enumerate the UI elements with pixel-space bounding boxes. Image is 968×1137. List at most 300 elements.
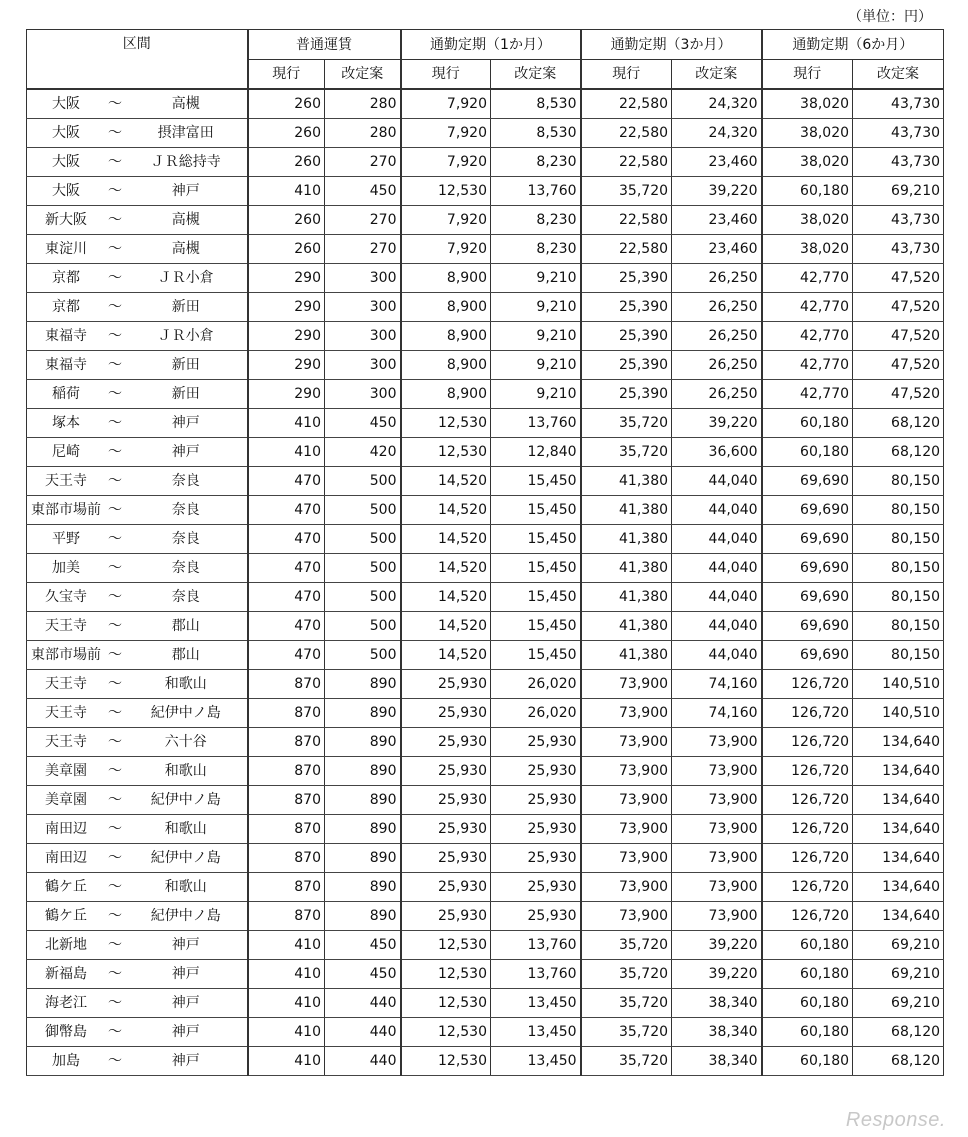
fare-pass3m-current: 22,580 (581, 206, 672, 235)
table-row (27, 235, 944, 264)
fare-pass6m-current: 126,720 (762, 699, 853, 728)
fare-regular-proposed: 420 (325, 438, 401, 467)
destination-station: 紀伊中ノ島 (150, 792, 221, 808)
fare-pass1m-proposed: 26,020 (491, 670, 581, 699)
table-row (27, 119, 944, 148)
fare-pass3m-proposed: 44,040 (672, 467, 762, 496)
fare-regular-proposed: 450 (325, 409, 401, 438)
destination-station: 和歌山 (164, 676, 207, 692)
fare-pass6m-proposed: 134,640 (853, 873, 944, 902)
tilde-separator: ～ (108, 96, 122, 112)
fare-regular-proposed: 270 (325, 235, 401, 264)
fare-regular-current: 470 (248, 467, 325, 496)
section-cell (27, 380, 248, 409)
fare-pass3m-proposed: 73,900 (672, 873, 762, 902)
fare-pass3m-proposed: 23,460 (672, 206, 762, 235)
origin-station: 京都 (52, 299, 80, 315)
fare-pass6m-current: 38,020 (762, 148, 853, 177)
fare-pass1m-current: 7,920 (401, 206, 491, 235)
fare-pass6m-current: 126,720 (762, 844, 853, 873)
destination-station: 新田 (171, 386, 200, 402)
fare-regular-proposed: 280 (325, 119, 401, 148)
section-cell (27, 583, 248, 612)
origin-station: 大阪 (52, 154, 80, 170)
fare-pass3m-current: 35,720 (581, 989, 672, 1018)
fare-pass1m-current: 14,520 (401, 554, 491, 583)
fare-pass1m-proposed: 25,930 (491, 786, 581, 815)
fare-regular-proposed: 300 (325, 264, 401, 293)
origin-station: 北新地 (45, 937, 87, 953)
fare-pass1m-proposed: 15,450 (491, 612, 581, 641)
tilde-separator: ～ (108, 734, 122, 750)
fare-regular-current: 410 (248, 931, 325, 960)
tilde-separator: ～ (108, 328, 122, 344)
fare-pass6m-proposed: 80,150 (853, 583, 944, 612)
fare-pass6m-current: 38,020 (762, 235, 853, 264)
fare-regular-current: 410 (248, 1047, 325, 1076)
destination-station: 神戸 (171, 415, 200, 431)
section-cell (27, 960, 248, 989)
fare-regular-proposed: 300 (325, 293, 401, 322)
table-row (27, 815, 944, 844)
sub-header-current: 現行 (762, 60, 853, 90)
destination-station: 摂津富田 (157, 125, 214, 141)
fare-pass3m-proposed: 39,220 (672, 177, 762, 206)
fare-pass1m-proposed: 9,210 (491, 322, 581, 351)
fare-regular-proposed: 270 (325, 148, 401, 177)
tilde-separator: ～ (108, 183, 122, 199)
fare-pass3m-current: 41,380 (581, 641, 672, 670)
fare-regular-proposed: 890 (325, 786, 401, 815)
tilde-separator: ～ (108, 415, 122, 431)
tilde-separator: ～ (108, 502, 122, 518)
destination-station: 郡山 (171, 647, 200, 663)
fare-pass3m-proposed: 74,160 (672, 699, 762, 728)
origin-station: 天王寺 (45, 618, 87, 634)
destination-station: 高槻 (171, 241, 200, 257)
fare-regular-current: 260 (248, 235, 325, 264)
tilde-separator: ～ (108, 473, 122, 489)
origin-station: 東部市場前 (31, 502, 101, 518)
fare-pass1m-proposed: 15,450 (491, 583, 581, 612)
fare-pass3m-current: 22,580 (581, 148, 672, 177)
fare-pass3m-current: 35,720 (581, 438, 672, 467)
fare-pass6m-current: 60,180 (762, 1018, 853, 1047)
section-cell (27, 322, 248, 351)
fare-regular-proposed: 300 (325, 380, 401, 409)
fare-regular-current: 870 (248, 670, 325, 699)
tilde-separator: ～ (108, 444, 122, 460)
fare-pass3m-proposed: 26,250 (672, 351, 762, 380)
fare-pass6m-current: 69,690 (762, 554, 853, 583)
fare-pass6m-proposed: 80,150 (853, 467, 944, 496)
table-row (27, 583, 944, 612)
section-cell (27, 235, 248, 264)
fare-pass6m-current: 42,770 (762, 293, 853, 322)
fare-pass3m-proposed: 26,250 (672, 322, 762, 351)
unit-note: （単位：円） (848, 9, 932, 25)
section-header: 区間 (27, 30, 248, 90)
tilde-separator: ～ (108, 937, 122, 953)
destination-station: 神戸 (171, 1024, 200, 1040)
destination-station: 奈良 (171, 473, 200, 489)
destination-station: 高槻 (171, 96, 200, 112)
table-row (27, 293, 944, 322)
fare-pass6m-proposed: 134,640 (853, 786, 944, 815)
fare-pass1m-proposed: 8,530 (491, 89, 581, 119)
table-row (27, 496, 944, 525)
table-row (27, 380, 944, 409)
section-cell (27, 293, 248, 322)
fare-regular-proposed: 270 (325, 206, 401, 235)
origin-station: 大阪 (52, 183, 80, 199)
fare-pass6m-current: 38,020 (762, 206, 853, 235)
table-row (27, 148, 944, 177)
fare-regular-current: 870 (248, 844, 325, 873)
section-cell (27, 554, 248, 583)
origin-station: 東福寺 (45, 357, 87, 373)
section-cell (27, 89, 248, 119)
fare-pass6m-proposed: 140,510 (853, 699, 944, 728)
fare-regular-current: 870 (248, 902, 325, 931)
fare-pass6m-current: 42,770 (762, 380, 853, 409)
tilde-separator: ～ (108, 879, 122, 895)
fare-pass6m-current: 60,180 (762, 960, 853, 989)
section-cell (27, 873, 248, 902)
fare-regular-proposed: 890 (325, 873, 401, 902)
origin-station: 新福島 (45, 966, 87, 982)
origin-station: 東淀川 (45, 241, 87, 257)
section-cell (27, 1047, 248, 1076)
fare-regular-current: 410 (248, 177, 325, 206)
fare-pass1m-current: 8,900 (401, 351, 491, 380)
fare-pass3m-current: 73,900 (581, 670, 672, 699)
table-row (27, 467, 944, 496)
fare-pass1m-proposed: 15,450 (491, 554, 581, 583)
section-cell (27, 119, 248, 148)
fare-pass6m-proposed: 134,640 (853, 902, 944, 931)
group-header-6month: 通勤定期（6か月） (762, 30, 944, 60)
fare-pass6m-proposed: 134,640 (853, 728, 944, 757)
fare-pass1m-proposed: 13,450 (491, 1018, 581, 1047)
origin-station: 御幣島 (45, 1024, 87, 1040)
fare-pass6m-proposed: 69,210 (853, 177, 944, 206)
section-cell (27, 496, 248, 525)
fare-regular-current: 410 (248, 989, 325, 1018)
destination-station: ＪＲ総持寺 (150, 154, 221, 170)
fare-pass3m-proposed: 73,900 (672, 786, 762, 815)
fare-pass1m-proposed: 9,210 (491, 380, 581, 409)
fare-regular-proposed: 440 (325, 989, 401, 1018)
fare-pass6m-proposed: 43,730 (853, 235, 944, 264)
fare-pass1m-proposed: 8,230 (491, 235, 581, 264)
section-cell (27, 757, 248, 786)
destination-station: 和歌山 (164, 763, 207, 779)
fare-regular-current: 470 (248, 525, 325, 554)
fare-pass3m-proposed: 44,040 (672, 525, 762, 554)
tilde-separator: ～ (108, 647, 122, 663)
fare-regular-current: 260 (248, 89, 325, 119)
tilde-separator: ～ (108, 792, 122, 808)
origin-station: 美章園 (45, 763, 87, 779)
sub-header-proposed: 改定案 (853, 60, 944, 90)
fare-pass6m-proposed: 47,520 (853, 380, 944, 409)
tilde-separator: ～ (108, 212, 122, 228)
fare-regular-current: 410 (248, 960, 325, 989)
origin-station: 大阪 (52, 96, 80, 112)
fare-pass3m-current: 35,720 (581, 1018, 672, 1047)
origin-station: 天王寺 (45, 473, 87, 489)
tilde-separator: ～ (108, 966, 122, 982)
origin-station: 東部市場前 (31, 647, 101, 663)
fare-pass6m-current: 126,720 (762, 815, 853, 844)
table-row (27, 1047, 944, 1076)
fare-pass3m-current: 35,720 (581, 177, 672, 206)
tilde-separator: ～ (108, 589, 122, 605)
fare-pass3m-current: 25,390 (581, 351, 672, 380)
fare-regular-proposed: 500 (325, 612, 401, 641)
fare-pass1m-current: 25,930 (401, 844, 491, 873)
destination-station: 和歌山 (164, 879, 207, 895)
fare-pass1m-current: 25,930 (401, 786, 491, 815)
fare-pass1m-current: 25,930 (401, 670, 491, 699)
origin-station: 大阪 (52, 125, 80, 141)
fare-regular-proposed: 890 (325, 902, 401, 931)
fare-pass3m-proposed: 73,900 (672, 844, 762, 873)
table-row (27, 728, 944, 757)
fare-pass6m-proposed: 69,210 (853, 989, 944, 1018)
section-cell (27, 264, 248, 293)
table-row (27, 641, 944, 670)
origin-station: 塚本 (52, 415, 80, 431)
fare-pass1m-proposed: 8,230 (491, 206, 581, 235)
fare-pass3m-proposed: 26,250 (672, 293, 762, 322)
fare-regular-current: 260 (248, 148, 325, 177)
fare-pass3m-proposed: 44,040 (672, 554, 762, 583)
fare-regular-current: 870 (248, 757, 325, 786)
fare-regular-current: 410 (248, 1018, 325, 1047)
fare-pass6m-current: 69,690 (762, 641, 853, 670)
section-cell (27, 699, 248, 728)
fare-pass1m-current: 25,930 (401, 728, 491, 757)
fare-pass1m-current: 25,930 (401, 902, 491, 931)
fare-pass3m-proposed: 39,220 (672, 931, 762, 960)
origin-station: 南田辺 (45, 850, 87, 866)
tilde-separator: ～ (108, 908, 122, 924)
origin-station: 天王寺 (45, 734, 87, 750)
fare-pass1m-current: 12,530 (401, 1018, 491, 1047)
fare-pass6m-current: 126,720 (762, 902, 853, 931)
tilde-separator: ～ (108, 154, 122, 170)
destination-station: 新田 (171, 299, 200, 315)
fare-pass3m-proposed: 38,340 (672, 989, 762, 1018)
origin-station: 天王寺 (45, 676, 87, 692)
fare-pass3m-current: 73,900 (581, 757, 672, 786)
fare-pass1m-proposed: 13,760 (491, 931, 581, 960)
fare-pass6m-current: 69,690 (762, 496, 853, 525)
tilde-separator: ～ (108, 995, 122, 1011)
destination-station: 六十谷 (164, 734, 207, 750)
destination-station: 高槻 (171, 212, 200, 228)
fare-pass3m-proposed: 73,900 (672, 728, 762, 757)
destination-station: 和歌山 (164, 821, 207, 837)
fare-pass6m-proposed: 80,150 (853, 641, 944, 670)
fare-pass6m-current: 126,720 (762, 728, 853, 757)
fare-pass1m-current: 14,520 (401, 583, 491, 612)
fare-pass1m-proposed: 13,450 (491, 989, 581, 1018)
fare-regular-proposed: 440 (325, 1047, 401, 1076)
sub-header-proposed: 改定案 (325, 60, 401, 90)
fare-pass6m-current: 42,770 (762, 322, 853, 351)
fare-pass3m-current: 25,390 (581, 293, 672, 322)
destination-station: 紀伊中ノ島 (150, 705, 221, 721)
fare-pass3m-current: 73,900 (581, 786, 672, 815)
fare-pass1m-proposed: 15,450 (491, 525, 581, 554)
fare-regular-current: 470 (248, 612, 325, 641)
section-cell (27, 206, 248, 235)
fare-pass1m-proposed: 26,020 (491, 699, 581, 728)
destination-station: 奈良 (171, 502, 200, 518)
fare-regular-current: 260 (248, 119, 325, 148)
table-row (27, 89, 944, 119)
fare-regular-current: 870 (248, 786, 325, 815)
destination-station: ＪＲ小倉 (157, 270, 214, 286)
watermark-logo: Response. (845, 1109, 946, 1131)
fare-pass6m-proposed: 69,210 (853, 960, 944, 989)
fare-pass6m-proposed: 68,120 (853, 1047, 944, 1076)
fare-pass3m-current: 35,720 (581, 931, 672, 960)
fare-pass1m-current: 12,530 (401, 1047, 491, 1076)
fare-regular-proposed: 500 (325, 496, 401, 525)
section-cell (27, 1018, 248, 1047)
fare-regular-proposed: 300 (325, 322, 401, 351)
destination-station: ＪＲ小倉 (157, 328, 214, 344)
fare-pass3m-current: 35,720 (581, 409, 672, 438)
fare-regular-current: 470 (248, 554, 325, 583)
fare-pass3m-current: 41,380 (581, 467, 672, 496)
table-row (27, 670, 944, 699)
fare-table (26, 29, 944, 1076)
tilde-separator: ～ (108, 1024, 122, 1040)
fare-pass1m-proposed: 25,930 (491, 757, 581, 786)
fare-pass1m-proposed: 15,450 (491, 496, 581, 525)
section-cell (27, 902, 248, 931)
origin-station: 京都 (52, 270, 80, 286)
fare-pass6m-current: 42,770 (762, 264, 853, 293)
fare-regular-current: 870 (248, 815, 325, 844)
tilde-separator: ～ (108, 850, 122, 866)
fare-pass6m-current: 126,720 (762, 757, 853, 786)
fare-pass1m-proposed: 12,840 (491, 438, 581, 467)
table-row (27, 786, 944, 815)
fare-regular-proposed: 440 (325, 1018, 401, 1047)
fare-pass6m-current: 60,180 (762, 409, 853, 438)
origin-station: 加美 (52, 560, 80, 576)
fare-pass1m-current: 25,930 (401, 699, 491, 728)
fare-pass1m-current: 7,920 (401, 119, 491, 148)
fare-regular-proposed: 890 (325, 844, 401, 873)
fare-pass6m-current: 60,180 (762, 1047, 853, 1076)
section-cell (27, 815, 248, 844)
tilde-separator: ～ (108, 357, 122, 373)
fare-pass6m-proposed: 80,150 (853, 612, 944, 641)
fare-pass1m-current: 14,520 (401, 467, 491, 496)
table-row (27, 1018, 944, 1047)
fare-pass6m-current: 126,720 (762, 786, 853, 815)
fare-regular-current: 870 (248, 873, 325, 902)
destination-station: 紀伊中ノ島 (150, 850, 221, 866)
origin-station: 美章園 (45, 792, 87, 808)
fare-pass1m-current: 14,520 (401, 641, 491, 670)
origin-station: 鶴ケ丘 (45, 879, 87, 895)
tilde-separator: ～ (108, 821, 122, 837)
section-cell (27, 438, 248, 467)
fare-pass3m-current: 73,900 (581, 699, 672, 728)
fare-pass3m-proposed: 39,220 (672, 409, 762, 438)
destination-station: 紀伊中ノ島 (150, 908, 221, 924)
tilde-separator: ～ (108, 270, 122, 286)
tilde-separator: ～ (108, 560, 122, 576)
fare-regular-proposed: 280 (325, 89, 401, 119)
fare-pass6m-proposed: 47,520 (853, 264, 944, 293)
section-cell (27, 467, 248, 496)
origin-station: 東福寺 (45, 328, 87, 344)
origin-station: 久宝寺 (45, 589, 87, 605)
tilde-separator: ～ (108, 386, 122, 402)
fare-regular-proposed: 450 (325, 177, 401, 206)
origin-station: 天王寺 (45, 705, 87, 721)
fare-pass1m-proposed: 15,450 (491, 641, 581, 670)
fare-pass6m-proposed: 47,520 (853, 351, 944, 380)
section-cell (27, 786, 248, 815)
fare-regular-current: 410 (248, 409, 325, 438)
fare-pass6m-proposed: 134,640 (853, 844, 944, 873)
section-cell (27, 844, 248, 873)
fare-pass6m-proposed: 68,120 (853, 1018, 944, 1047)
fare-pass6m-current: 38,020 (762, 119, 853, 148)
fare-regular-current: 260 (248, 206, 325, 235)
fare-pass1m-current: 12,530 (401, 960, 491, 989)
fare-pass3m-proposed: 74,160 (672, 670, 762, 699)
fare-pass3m-current: 22,580 (581, 119, 672, 148)
sub-header-current: 現行 (581, 60, 672, 90)
table-row (27, 351, 944, 380)
fare-pass3m-current: 25,390 (581, 264, 672, 293)
fare-regular-current: 870 (248, 728, 325, 757)
table-row (27, 554, 944, 583)
fare-pass3m-current: 41,380 (581, 583, 672, 612)
tilde-separator: ～ (108, 705, 122, 721)
fare-pass6m-current: 69,690 (762, 467, 853, 496)
fare-pass1m-proposed: 25,930 (491, 873, 581, 902)
destination-station: 神戸 (171, 183, 200, 199)
fare-pass6m-proposed: 80,150 (853, 525, 944, 554)
fare-pass3m-current: 73,900 (581, 728, 672, 757)
fare-pass3m-current: 25,390 (581, 380, 672, 409)
fare-regular-current: 470 (248, 496, 325, 525)
destination-station: 奈良 (171, 589, 200, 605)
fare-pass1m-proposed: 8,230 (491, 148, 581, 177)
fare-pass3m-proposed: 24,320 (672, 119, 762, 148)
section-cell (27, 612, 248, 641)
fare-pass3m-current: 22,580 (581, 89, 672, 119)
fare-pass1m-proposed: 25,930 (491, 902, 581, 931)
fare-regular-proposed: 500 (325, 583, 401, 612)
fare-regular-current: 290 (248, 322, 325, 351)
section-cell (27, 670, 248, 699)
table-row (27, 177, 944, 206)
table-row (27, 931, 944, 960)
